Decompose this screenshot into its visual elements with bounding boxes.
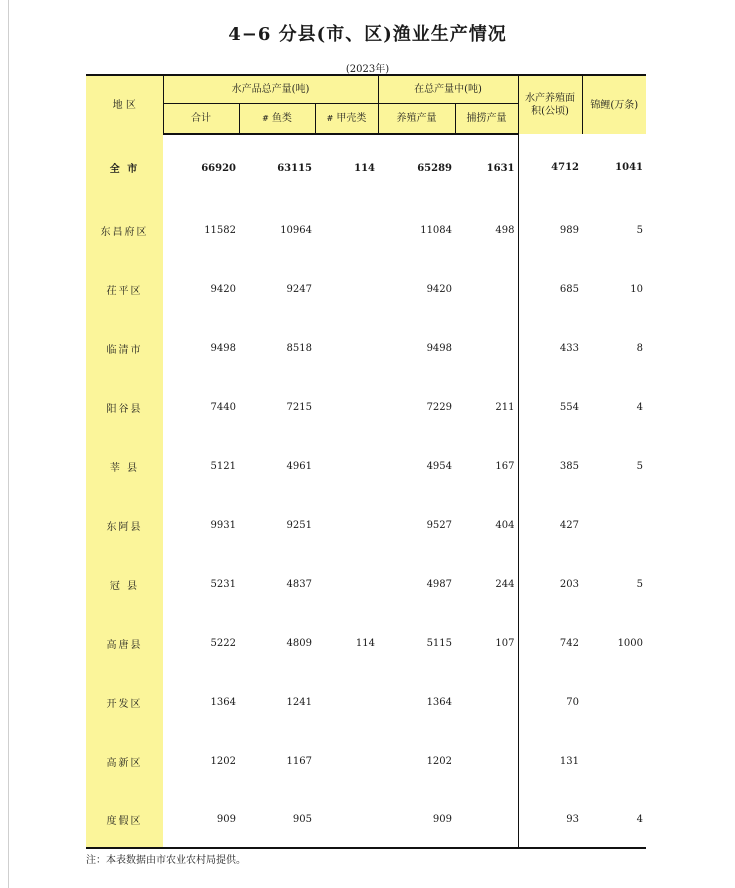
shellfish-cell: 114 xyxy=(354,162,376,174)
area-cell: 427 xyxy=(518,496,582,555)
caught-cell: 1631 xyxy=(486,162,515,174)
koi-cell: 1041 xyxy=(615,162,644,173)
region-cell: 冠 县 xyxy=(86,555,163,614)
region-cell: 全 市 xyxy=(86,134,163,201)
fish-cell: 8518 xyxy=(286,343,312,354)
fish-cell: 4837 xyxy=(286,579,312,590)
caught-cell: 211 xyxy=(495,402,515,413)
area-cell: 93 xyxy=(518,791,582,848)
area-cell: 554 xyxy=(518,378,582,437)
region-cell: 东昌府区 xyxy=(86,201,163,260)
region-cell: 高唐县 xyxy=(86,614,163,673)
region-cell: 临清市 xyxy=(86,319,163,378)
shellfish-cell xyxy=(315,791,378,848)
region-cell: 茌平区 xyxy=(86,260,163,319)
total-cell: 11582 xyxy=(204,225,236,236)
table-row xyxy=(86,378,646,437)
area-cell: 385 xyxy=(518,437,582,496)
fish-cell: 9247 xyxy=(286,284,312,295)
header-farmed: 养殖产量 xyxy=(378,104,455,135)
koi-cell: 10 xyxy=(630,284,644,295)
caught-cell xyxy=(455,673,518,732)
total-cell: 9931 xyxy=(210,520,236,531)
table-row xyxy=(86,134,646,201)
fish-cell: 4961 xyxy=(286,461,312,472)
header-koi: 锦鲤(万条) xyxy=(582,75,646,134)
total-cell: 9420 xyxy=(210,284,236,295)
caught-cell xyxy=(455,319,518,378)
fish-cell: 7215 xyxy=(286,402,312,413)
table-body xyxy=(86,134,646,848)
table-header xyxy=(86,75,646,134)
table-row xyxy=(86,201,646,260)
fish-cell: 905 xyxy=(239,791,315,848)
table-row xyxy=(86,791,646,848)
caught-cell xyxy=(455,260,518,319)
region-cell: 高新区 xyxy=(86,732,163,791)
region-cell: 东阿县 xyxy=(86,496,163,555)
shellfish-cell xyxy=(315,673,378,732)
table-row xyxy=(86,732,646,791)
farmed-cell: 9498 xyxy=(426,343,453,354)
farmed-cell: 5115 xyxy=(426,638,453,649)
farmed-cell: 9527 xyxy=(426,520,453,531)
area-cell: 70 xyxy=(518,673,582,732)
caught-cell: 244 xyxy=(495,579,515,590)
table-row xyxy=(86,614,646,673)
farmed-cell: 1364 xyxy=(426,697,453,708)
shellfish-cell xyxy=(315,437,378,496)
fish-cell: 4809 xyxy=(286,638,312,649)
koi-cell xyxy=(582,673,646,732)
area-cell: 433 xyxy=(518,319,582,378)
header-area: 水产养殖面 积(公顷) xyxy=(518,75,582,134)
shellfish-cell xyxy=(315,319,378,378)
farmed-cell: 4987 xyxy=(426,579,453,590)
farmed-cell: 1202 xyxy=(426,756,453,767)
table-title: 4−6 分县(市、区)渔业生产情况 xyxy=(228,24,507,45)
total-cell: 909 xyxy=(163,791,239,848)
shellfish-cell xyxy=(315,378,378,437)
table-row xyxy=(86,673,646,732)
shellfish-cell xyxy=(315,496,378,555)
region-cell: 开发区 xyxy=(86,673,163,732)
koi-cell: 4 xyxy=(582,791,646,848)
caught-cell: 107 xyxy=(495,638,515,649)
caught-cell: 404 xyxy=(495,520,515,531)
caught-cell: 167 xyxy=(495,461,515,472)
fish-cell: 1167 xyxy=(286,756,312,767)
koi-cell: 8 xyxy=(636,343,644,354)
area-cell: 4712 xyxy=(518,134,582,201)
koi-cell: 5 xyxy=(636,225,644,236)
total-cell: 9498 xyxy=(210,343,236,354)
total-cell: 5231 xyxy=(210,579,236,590)
farmed-cell: 11084 xyxy=(420,225,453,236)
table-row xyxy=(86,555,646,614)
header-fish: # 鱼类 xyxy=(239,104,315,135)
caught-cell xyxy=(455,791,518,848)
shellfish-cell xyxy=(315,732,378,791)
farmed-cell: 7229 xyxy=(426,402,453,413)
header-caught: 捕捞产量 xyxy=(455,104,518,135)
shellfish-cell xyxy=(315,555,378,614)
total-cell: 1202 xyxy=(210,756,236,767)
table-row xyxy=(86,437,646,496)
koi-cell xyxy=(582,496,646,555)
farmed-cell: 909 xyxy=(378,791,455,848)
shellfish-cell: 114 xyxy=(355,638,376,649)
koi-cell xyxy=(582,732,646,791)
koi-cell: 5 xyxy=(636,579,644,590)
area-cell: 685 xyxy=(518,260,582,319)
table-year: (2023年) xyxy=(345,64,390,75)
area-cell: 742 xyxy=(518,614,582,673)
caught-cell: 498 xyxy=(495,225,515,236)
header-among-group: 在总产量中(吨) xyxy=(378,75,518,104)
region-cell: 度假区 xyxy=(86,791,163,848)
table-row xyxy=(86,496,646,555)
table-note: 注：本表数据由市农业农村局提供。 xyxy=(86,855,246,866)
farmed-cell: 9420 xyxy=(426,284,453,295)
farmed-cell: 4954 xyxy=(426,461,453,472)
fish-cell: 1241 xyxy=(286,697,312,708)
area-cell: 203 xyxy=(518,555,582,614)
fish-cell: 10964 xyxy=(280,225,312,236)
fish-cell: 9251 xyxy=(286,520,312,531)
header-total: 合计 xyxy=(163,104,239,135)
koi-cell: 5 xyxy=(636,461,644,472)
region-cell: 阳谷县 xyxy=(86,378,163,437)
total-cell: 5121 xyxy=(210,461,236,472)
fishery-table xyxy=(86,74,646,849)
area-cell: 131 xyxy=(518,732,582,791)
header-shellfish: # 甲壳类 xyxy=(315,104,378,135)
total-cell: 7440 xyxy=(210,402,236,413)
area-cell: 989 xyxy=(518,201,582,260)
koi-cell: 4 xyxy=(636,402,644,413)
koi-cell: 1000 xyxy=(617,638,644,649)
caught-cell xyxy=(455,732,518,791)
page-edge-line xyxy=(8,0,9,888)
header-total-group: 水产品总产量(吨) xyxy=(163,75,378,104)
table-row xyxy=(86,319,646,378)
table-row xyxy=(86,260,646,319)
total-cell: 66920 xyxy=(201,162,236,174)
farmed-cell: 65289 xyxy=(417,162,453,174)
header-region: 地 区 xyxy=(86,75,163,134)
shellfish-cell xyxy=(315,260,378,319)
region-cell: 莘 县 xyxy=(86,437,163,496)
fish-cell: 63115 xyxy=(277,162,312,174)
total-cell: 5222 xyxy=(210,638,236,649)
shellfish-cell xyxy=(315,201,378,260)
total-cell: 1364 xyxy=(210,697,236,708)
